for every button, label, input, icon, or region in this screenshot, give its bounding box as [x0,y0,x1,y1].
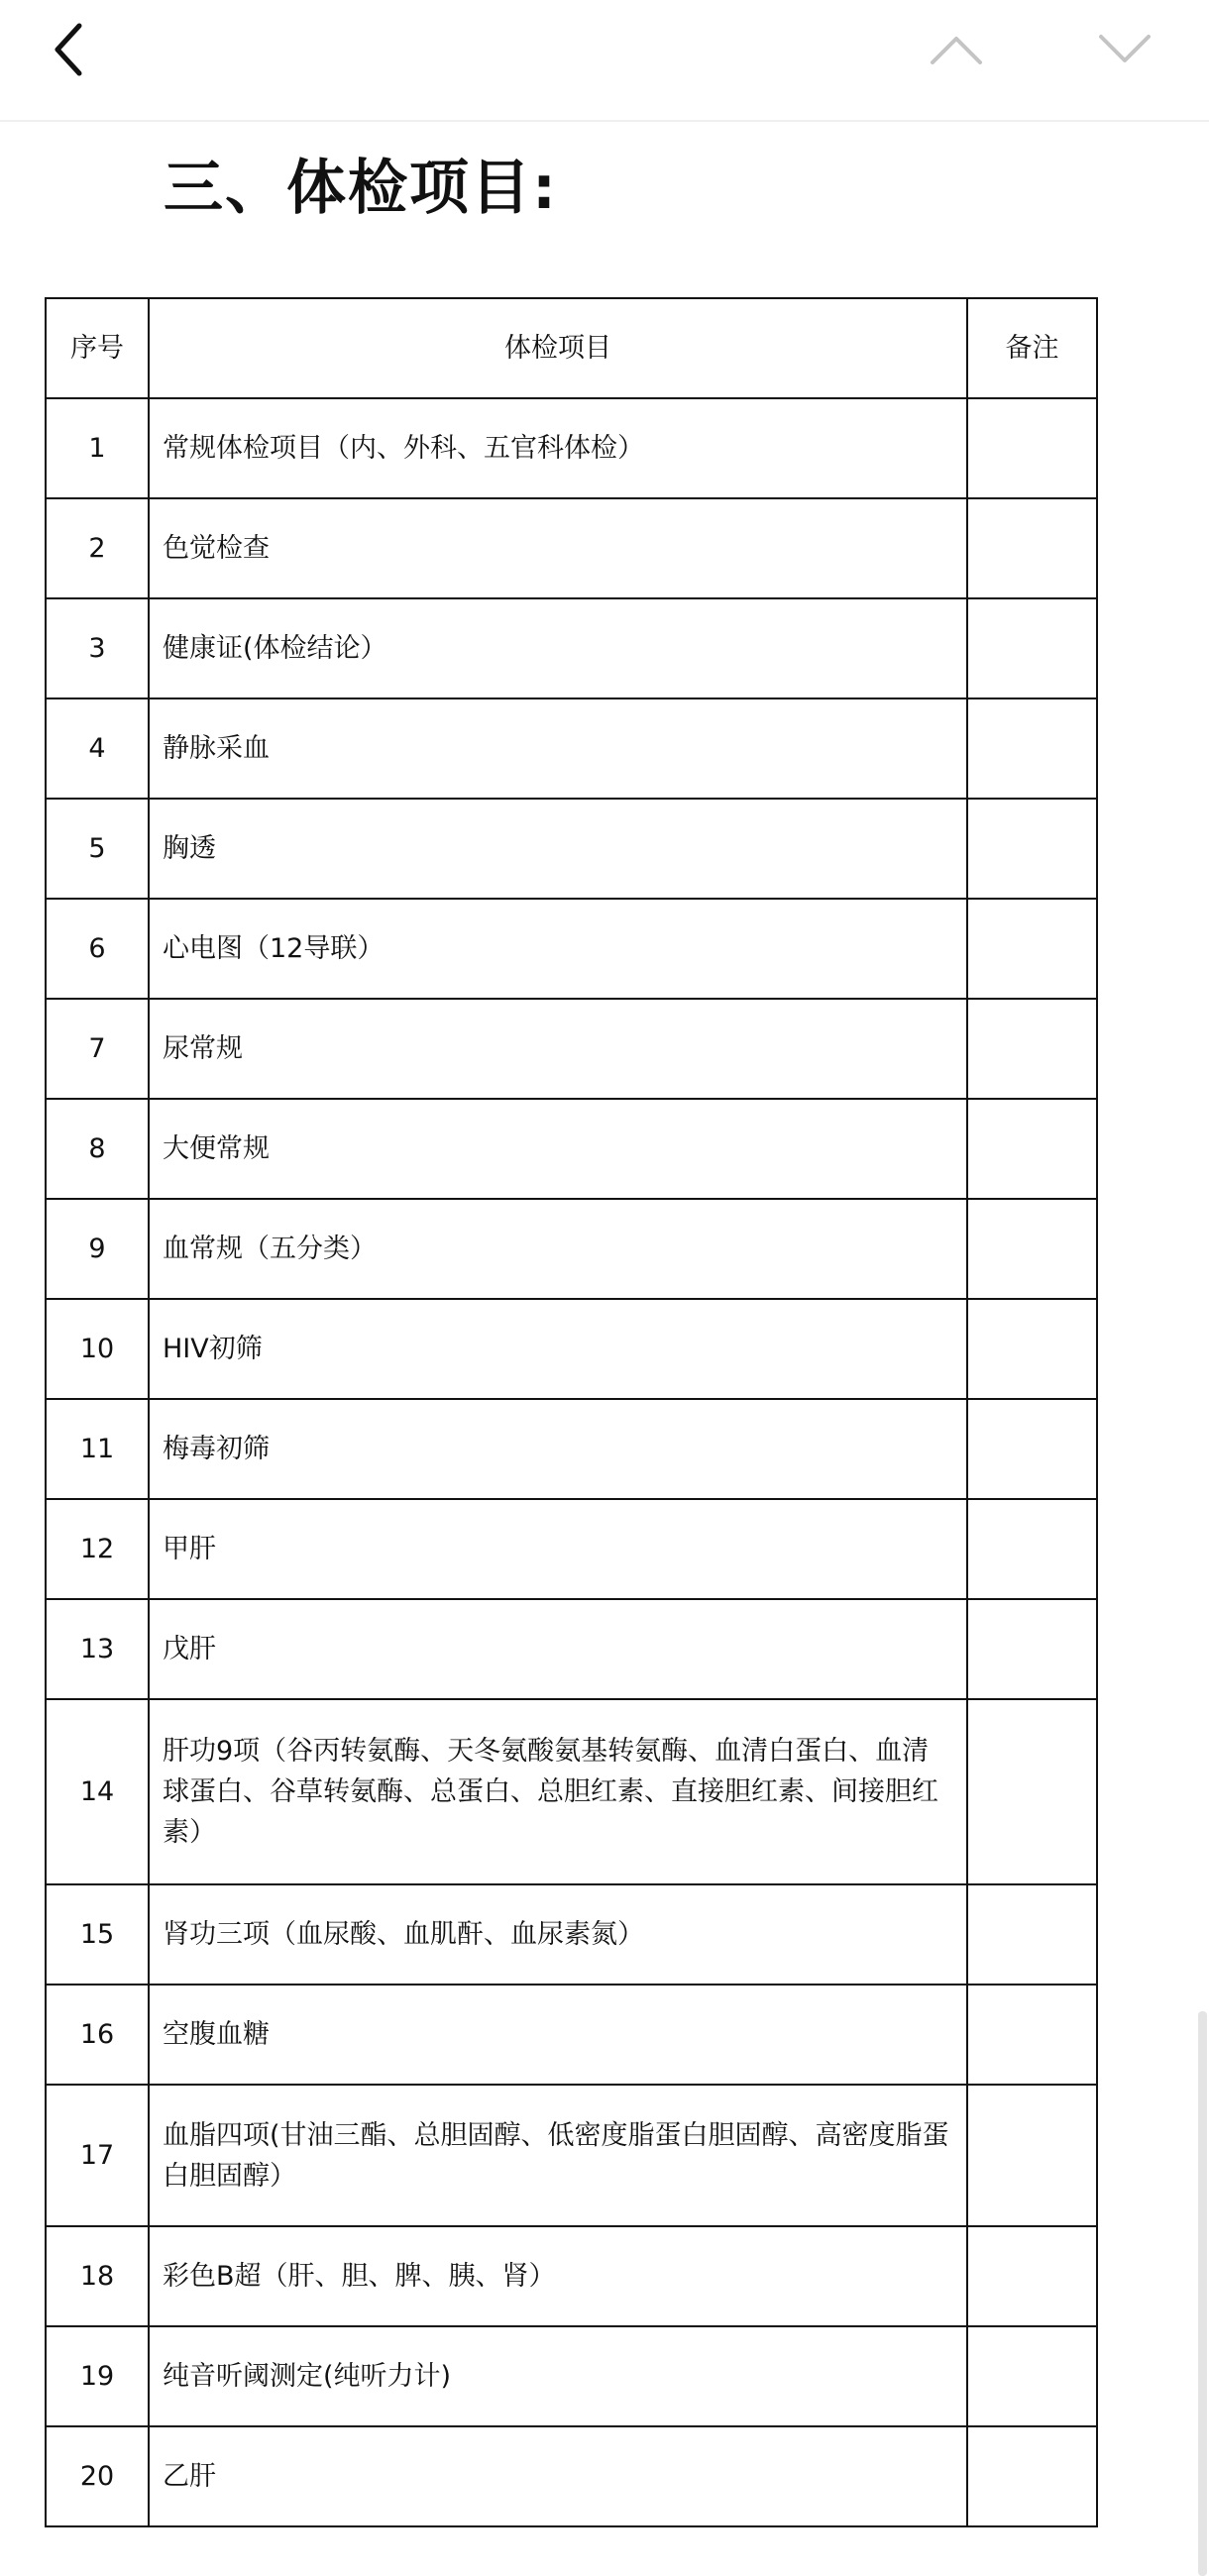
row-note [967,698,1097,799]
row-note [967,1699,1097,1884]
row-number: 18 [46,2226,149,2326]
row-note [967,1299,1097,1399]
row-item: 梅毒初筛 [149,1399,967,1499]
row-note [967,398,1097,498]
row-note [967,598,1097,698]
row-number: 8 [46,1099,149,1199]
table-row [46,2426,1097,2526]
row-item: 肾功三项（血尿酸、血肌酐、血尿素氮） [149,1884,967,1985]
table-row [46,799,1097,899]
row-note [967,1985,1097,2085]
table-row [46,1099,1097,1199]
row-number: 17 [46,2085,149,2226]
row-note [967,1099,1097,1199]
row-item: 彩色B超（肝、胆、脾、胰、肾） [149,2226,967,2326]
chevron-up-icon [929,33,984,66]
section-heading: 三、体检项目: [164,154,558,223]
row-note [967,1599,1097,1699]
row-number: 15 [46,1884,149,1985]
row-number: 12 [46,1499,149,1599]
row-number: 11 [46,1399,149,1499]
table-row [46,1199,1097,1299]
row-number: 6 [46,899,149,999]
header-remarks: 备注 [967,298,1097,398]
row-number: 14 [46,1699,149,1884]
row-item: 健康证(体检结论） [149,598,967,698]
row-number: 20 [46,2426,149,2526]
row-item: 血常规（五分类） [149,1199,967,1299]
previous-match-button[interactable] [912,10,1001,89]
row-note [967,1199,1097,1299]
table-row [46,498,1097,598]
table-row [46,1599,1097,1699]
table-row [46,1884,1097,1985]
table-row [46,1399,1097,1499]
table-row [46,398,1097,498]
table-row [46,698,1097,799]
table-header-row [46,298,1097,398]
chevron-left-icon [50,20,89,79]
next-match-button[interactable] [1080,10,1169,89]
row-number: 3 [46,598,149,698]
table-row [46,1299,1097,1399]
row-note [967,999,1097,1099]
top-navigation-bar [0,0,1209,122]
row-item: 常规体检项目（内、外科、五官科体检） [149,398,967,498]
chevron-down-icon [1097,33,1153,66]
table-row [46,2085,1097,2226]
table-row [46,2226,1097,2326]
row-item: 甲肝 [149,1499,967,1599]
row-item: 纯音听阈测定(纯听力计) [149,2326,967,2426]
row-note [967,1399,1097,1499]
exam-items-table [45,297,1098,2527]
row-item: 尿常规 [149,999,967,1099]
header-exam-item: 体检项目 [149,298,967,398]
row-number: 9 [46,1199,149,1299]
row-item: 静脉采血 [149,698,967,799]
row-item: 心电图（12导联） [149,899,967,999]
back-button[interactable] [30,10,109,89]
row-item: 胸透 [149,799,967,899]
row-note [967,2326,1097,2426]
row-note [967,498,1097,598]
table-row [46,1699,1097,1884]
row-note [967,1884,1097,1985]
row-number: 5 [46,799,149,899]
table-row [46,2326,1097,2426]
row-item: 肝功9项（谷丙转氨酶、天冬氨酸氨基转氨酶、血清白蛋白、血清球蛋白、谷草转氨酶、总蛋白、总胆红素、直接胆红素、间接胆红素） [149,1699,967,1884]
vertical-scrollbar[interactable] [1198,2011,1207,2576]
row-note [967,899,1097,999]
row-item: 大便常规 [149,1099,967,1199]
table-row [46,899,1097,999]
row-item: HIV初筛 [149,1299,967,1399]
row-item: 乙肝 [149,2426,967,2526]
row-number: 7 [46,999,149,1099]
row-item: 戊肝 [149,1599,967,1699]
row-item: 色觉检查 [149,498,967,598]
row-number: 2 [46,498,149,598]
row-note [967,2085,1097,2226]
row-note [967,2226,1097,2326]
row-note [967,799,1097,899]
row-number: 1 [46,398,149,498]
row-item: 空腹血糖 [149,1985,967,2085]
row-number: 16 [46,1985,149,2085]
table-row [46,999,1097,1099]
exam-items-table-container [45,297,1096,2527]
header-number: 序号 [46,298,149,398]
row-number: 4 [46,698,149,799]
row-item: 血脂四项(甘油三酯、总胆固醇、低密度脂蛋白胆固醇、高密度脂蛋白胆固醇） [149,2085,967,2226]
row-number: 10 [46,1299,149,1399]
row-note [967,1499,1097,1599]
table-row [46,1985,1097,2085]
table-row [46,1499,1097,1599]
row-note [967,2426,1097,2526]
row-number: 13 [46,1599,149,1699]
row-number: 19 [46,2326,149,2426]
table-row [46,598,1097,698]
